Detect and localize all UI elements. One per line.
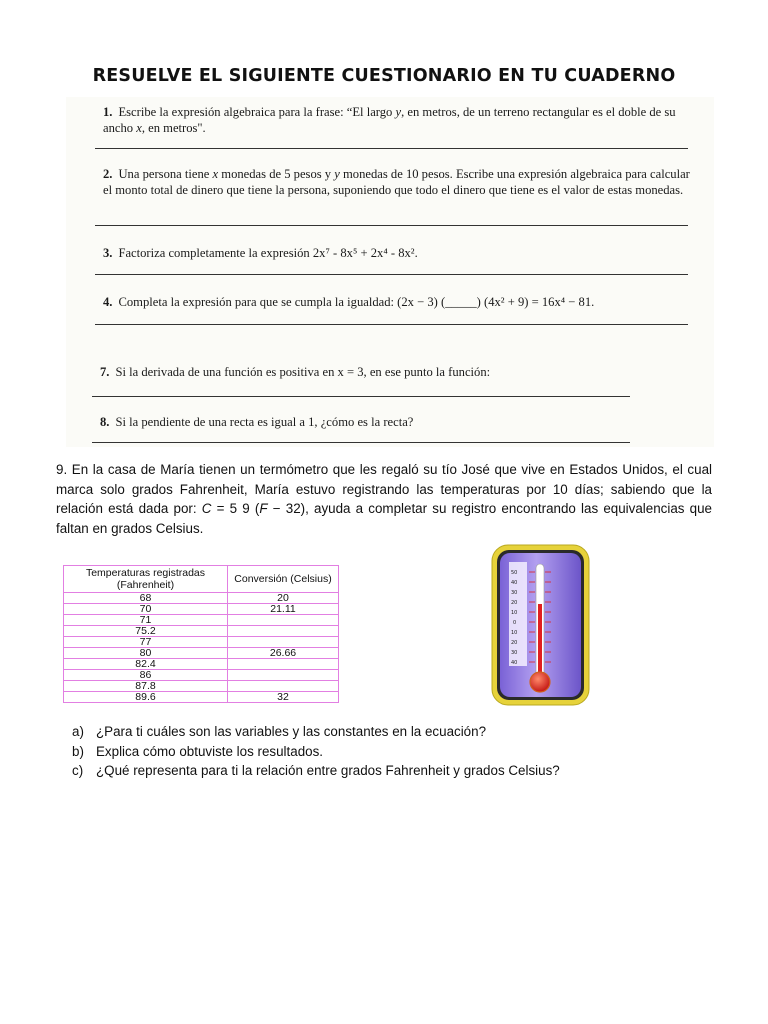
tick-label: 40 (511, 660, 518, 666)
table-row: 86 (64, 670, 339, 681)
answer-line-1 (95, 148, 688, 149)
question-number: 1. (103, 105, 113, 119)
header-fahrenheit: Temperaturas registradas (Fahrenheit) (64, 566, 228, 593)
table-row: 80 26.66 (64, 648, 339, 659)
table-header-row (64, 566, 339, 593)
table-row: 82.4 (64, 659, 339, 670)
answer-line-4 (95, 324, 688, 325)
answer-line-2 (95, 225, 688, 226)
question-4: 4. Completa la expresión para que se cumpla la igualdad: (2x − 3) (_____) (4x² + 9) = 16x⁴ − 81. (103, 295, 595, 309)
tick-label: 20 (511, 640, 518, 646)
thermometer-illustration (491, 544, 590, 706)
tick-label: 10 (511, 610, 518, 616)
table-row: 68 20 (64, 593, 339, 604)
table-row: 89.6 32 (64, 692, 339, 703)
table-row: 87.8 (64, 681, 339, 692)
thermometer-mercury (538, 604, 542, 680)
header-celsius: Conversión (Celsius) (228, 566, 339, 593)
tick-label: 10 (511, 630, 518, 636)
list-item: b) Explica cómo obtuviste los resultados. (72, 743, 324, 759)
tick-label: 0 (513, 620, 517, 626)
question-1: 1. Escribe la expresión algebraica para la frase: “El largo y, en metros, de un terreno rectangular es el doble de su ancho x, en metros". (103, 105, 676, 135)
tick-label: 30 (511, 590, 518, 596)
temperature-table (63, 565, 339, 703)
thermometer-bulb (530, 672, 550, 692)
page-title: RESUELVE EL SIGUIENTE CUESTIONARIO EN TU CUADERNO (92, 66, 676, 86)
scanned-questions-image (66, 97, 714, 447)
question-9-paragraph: 9. En la casa de María tienen un termómetro que les regaló su tío José que vive en Estados Unidos, el cual marca solo grados Fahrenheit, María estuvo registrando las temperaturas por 10 días; sabiendo que la relación está dada por: C = 5 9 (F − 32), ayuda a completar su registro encontrando las equivalencias que faltan en grados Celsius. (56, 462, 713, 536)
question-3: 3. Factoriza completamente la expresión 2x⁷ - 8x⁵ + 2x⁴ - 8x². (103, 246, 418, 260)
list-item: a) ¿Para ti cuáles son las variables y las constantes en la ecuación? (72, 724, 487, 739)
answer-line-7 (92, 396, 630, 397)
table-row: 71 (64, 615, 339, 626)
answer-line-8 (92, 442, 630, 443)
list-item: c) ¿Qué representa para ti la relación entre grados Fahrenheit y grados Celsius? (72, 763, 560, 778)
sub-questions-list (72, 722, 560, 781)
table-row: 75.2 (64, 626, 339, 637)
question-2: 2. Una persona tiene x monedas de 5 pesos y y monedas de 10 pesos. Escribe una expresión algebraica para calcular el monto total de dinero que tiene la persona, suponiendo que todo el dinero que tiene es el valor de estas monedas. (103, 167, 690, 197)
question-8: 8. Si la pendiente de una recta es igual a 1, ¿cómo es la recta? (100, 415, 414, 429)
table-row: 70 21.11 (64, 604, 339, 615)
tick-label: 30 (511, 650, 518, 656)
table-row: 77 (64, 637, 339, 648)
tick-label: 50 (511, 570, 518, 576)
answer-line-3 (95, 274, 688, 275)
tick-label: 40 (511, 580, 518, 586)
tick-label: 20 (511, 600, 518, 606)
question-7: 7. Si la derivada de una función es positiva en x = 3, en ese punto la función: (100, 365, 491, 379)
